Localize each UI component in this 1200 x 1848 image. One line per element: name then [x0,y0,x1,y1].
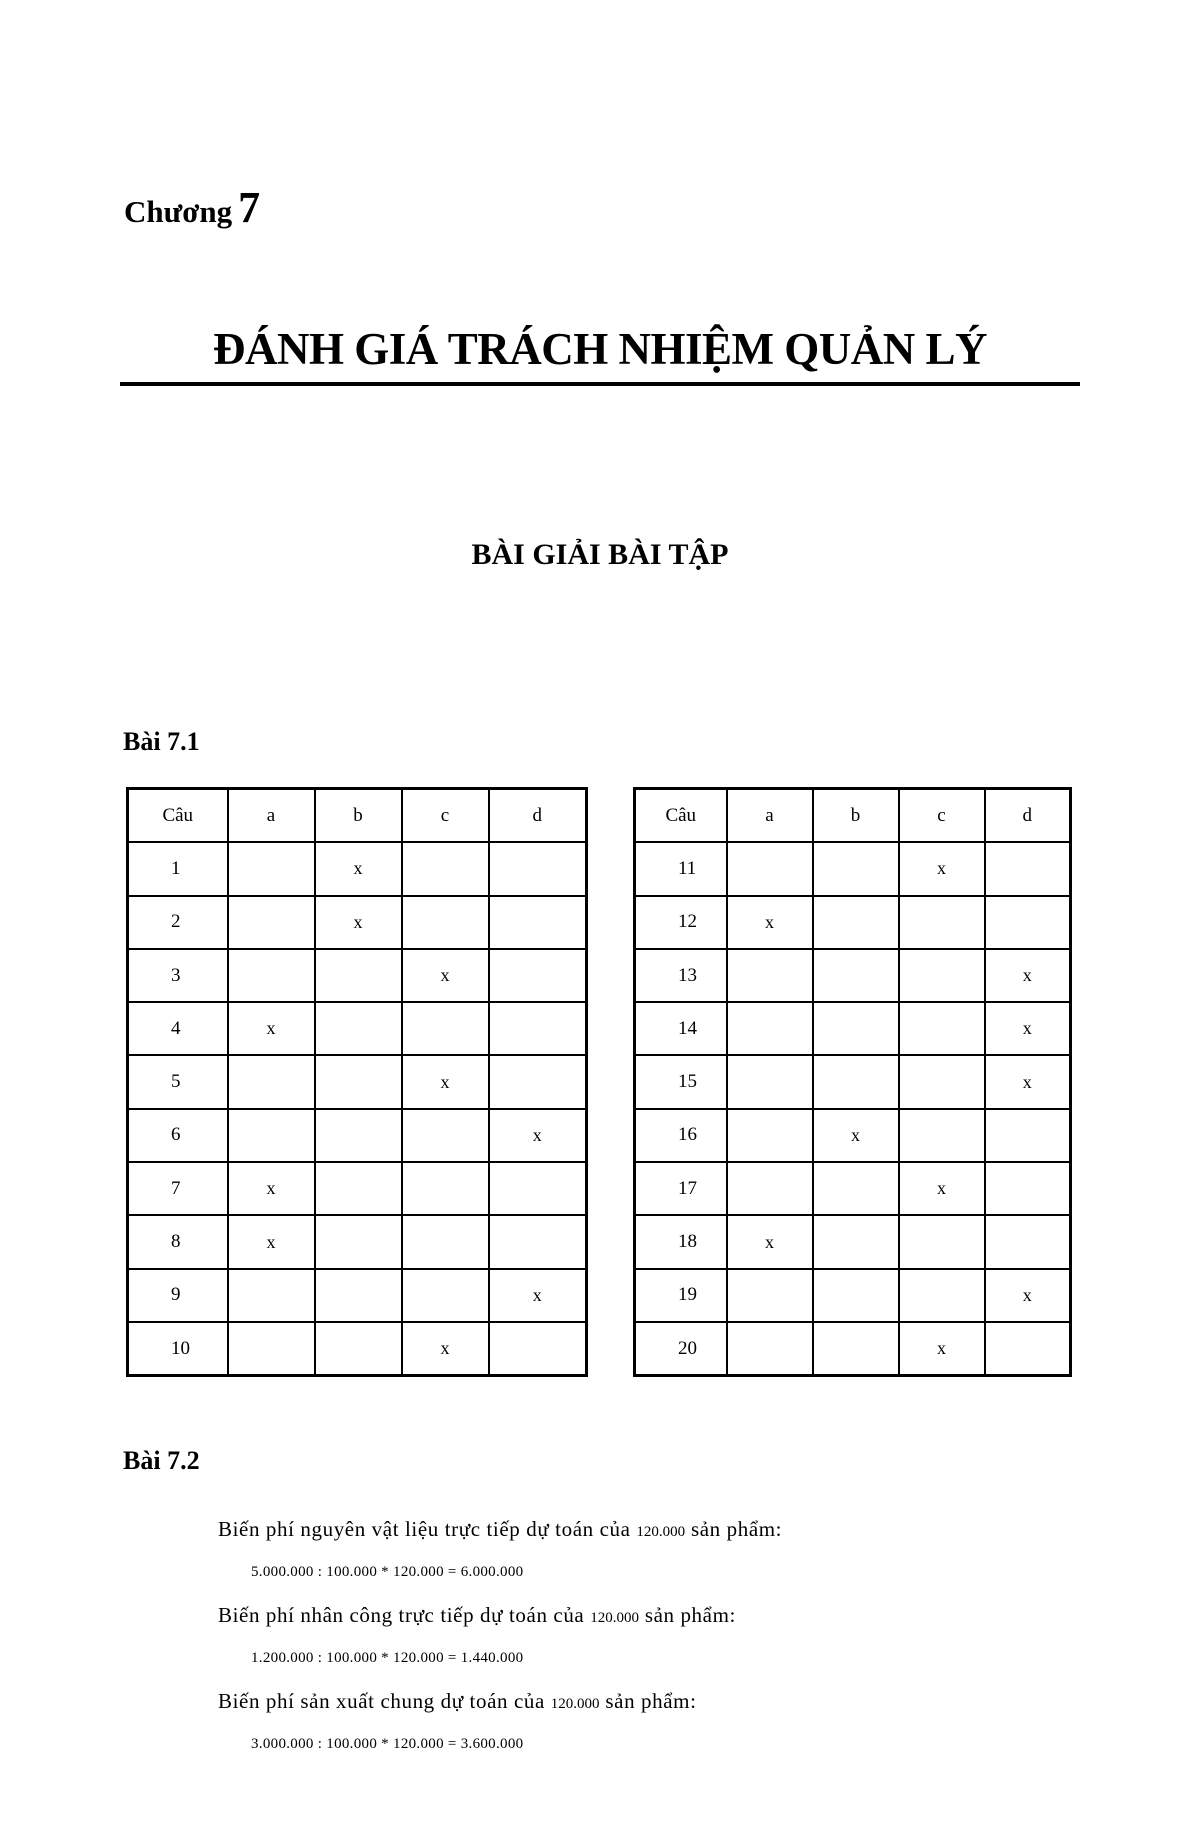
formula-list [218,1508,1118,1766]
table-row [635,1055,1071,1108]
formula-text-before: Biến phí nguyên vật liệu trực tiếp dự toán của [218,1517,631,1541]
answer-cell-c [899,1269,985,1322]
exercise-7-1-heading: Bài 7.1 [123,727,200,756]
answer-cell-c: x [402,1055,489,1108]
answer-table-right [633,787,1072,1377]
answer-cell-b [315,1109,402,1162]
answer-cell-d: x [489,1109,587,1162]
answer-cell-d [985,1215,1071,1268]
table-row [128,1215,587,1268]
answer-cell-a [228,949,315,1002]
answer-cell-c [402,1215,489,1268]
formula-text-after: sản phẩm: [605,1689,697,1713]
question-number-cell: 10 [128,1322,228,1376]
table-header-row [128,789,587,843]
answer-cell-d [489,1002,587,1055]
answer-cell-d [985,1162,1071,1215]
answer-cell-c [899,896,985,949]
answer-cell-a [727,949,813,1002]
answer-cell-d [489,1055,587,1108]
question-number-cell: 12 [635,896,727,949]
formula-description [218,1680,1118,1722]
question-number-cell: 3 [128,949,228,1002]
answer-cell-a: x [727,896,813,949]
table-row [635,1002,1071,1055]
formula-quantity: 120.000 [550,1696,600,1712]
answer-cell-c: x [402,1322,489,1376]
formula-quantity: 120.000 [590,1610,639,1626]
exercise-7-2-heading: Bài 7.2 [123,1446,200,1475]
table-row [635,1215,1071,1268]
formula-calculation: 1.200.000 : 100.000 * 120.000 = 1.440.000 [251,1650,524,1666]
table-row [635,1109,1071,1162]
table-row [128,842,587,895]
answer-cell-a: x [228,1162,315,1215]
answer-cell-c [899,1055,985,1108]
table-row [635,1322,1071,1376]
question-number-cell: 14 [635,1002,727,1055]
page-title: ĐÁNH GIÁ TRÁCH NHIỆM QUẢN LÝ [213,324,987,374]
title-underline [120,382,1080,386]
answer-cell-a [727,1109,813,1162]
table-header-cell: Câu [635,789,727,843]
answer-cell-c [899,1002,985,1055]
answer-cell-c [402,842,489,895]
table-header-cell: b [315,789,402,843]
answer-cell-b [813,1002,899,1055]
answer-cell-b [315,1162,402,1215]
question-number-cell: 9 [128,1269,228,1322]
answer-cell-c [402,1269,489,1322]
formula-quantity: 120.000 [636,1524,686,1540]
answer-cell-a [727,1055,813,1108]
table-header-row [635,789,1071,843]
table-header-cell: b [813,789,899,843]
answer-cell-b [315,1055,402,1108]
answer-cell-b [315,1269,402,1322]
question-number-cell: 13 [635,949,727,1002]
answer-cell-d [489,1215,587,1268]
answer-cell-b [315,1002,402,1055]
table-row [128,1322,587,1376]
question-number-cell: 1 [128,842,228,895]
section-subtitle: BÀI GIẢI BÀI TẬP [471,538,729,571]
answer-cell-a [727,1002,813,1055]
table-header-cell: a [727,789,813,843]
answer-cell-a: x [727,1215,813,1268]
table-header-cell: c [899,789,985,843]
answer-cell-a [228,842,315,895]
answer-cell-c [402,1109,489,1162]
answer-cell-c [402,896,489,949]
answer-cell-d [985,842,1071,895]
answer-cell-b: x [813,1109,899,1162]
answer-cell-a: x [228,1002,315,1055]
answer-cell-b [315,1215,402,1268]
chapter-heading [124,183,261,232]
table-row [128,1109,587,1162]
answer-cell-a [228,896,315,949]
answer-cell-b [315,949,402,1002]
answer-table-left-body [128,789,587,1376]
question-number-cell: 17 [635,1162,727,1215]
question-number-cell: 18 [635,1215,727,1268]
table-row [635,842,1071,895]
answer-cell-a: x [228,1215,315,1268]
answer-cell-b [813,949,899,1002]
question-number-cell: 7 [128,1162,228,1215]
question-number-cell: 4 [128,1002,228,1055]
answer-cell-d [489,1322,587,1376]
table-row [128,1269,587,1322]
question-number-cell: 8 [128,1215,228,1268]
table-row [128,1162,587,1215]
answer-cell-b [813,842,899,895]
answer-cell-d [985,896,1071,949]
answer-cell-c: x [899,1322,985,1376]
answer-cell-b [813,1162,899,1215]
table-header-cell: d [489,789,587,843]
table-row [635,1162,1071,1215]
table-header-cell: Câu [128,789,228,843]
question-number-cell: 11 [635,842,727,895]
formula-description [218,1594,1118,1636]
answer-table-left [126,787,588,1377]
answer-cell-c [899,949,985,1002]
table-row [635,1269,1071,1322]
answer-cell-d [489,896,587,949]
question-number-cell: 5 [128,1055,228,1108]
answer-cell-a [727,1322,813,1376]
answer-cell-a [727,1269,813,1322]
formula-calculation: 5.000.000 : 100.000 * 120.000 = 6.000.000 [251,1564,524,1580]
answer-cell-b [813,1322,899,1376]
table-row [635,949,1071,1002]
answer-cell-a [228,1269,315,1322]
answer-cell-c [899,1215,985,1268]
answer-cell-d [489,842,587,895]
table-header-cell: c [402,789,489,843]
table-row [635,896,1071,949]
table-row [128,949,587,1002]
answer-cell-a [228,1322,315,1376]
answer-cell-b: x [315,842,402,895]
table-header-cell: d [985,789,1071,843]
table-row [128,1002,587,1055]
question-number-cell: 15 [635,1055,727,1108]
question-number-cell: 19 [635,1269,727,1322]
answer-cell-c: x [402,949,489,1002]
answer-cell-d [489,1162,587,1215]
formula-text-before: Biến phí sản xuất chung dự toán của [218,1689,545,1713]
answer-cell-d: x [985,1269,1071,1322]
answer-cell-d: x [985,1002,1071,1055]
answer-cell-b [315,1322,402,1376]
answer-cell-c: x [899,842,985,895]
question-number-cell: 6 [128,1109,228,1162]
answer-cell-a [727,842,813,895]
answer-cell-a [228,1055,315,1108]
formula-text-after: sản phẩm: [644,1603,736,1627]
formula-calculation: 3.000.000 : 100.000 * 120.000 = 3.600.000 [251,1736,524,1752]
answer-cell-d [489,949,587,1002]
answer-cell-b [813,1269,899,1322]
chapter-number: 7 [238,183,261,232]
answer-cell-b: x [315,896,402,949]
table-row [128,1055,587,1108]
formula-text-after: sản phẩm: [690,1517,783,1541]
answer-cell-a [727,1162,813,1215]
answer-cell-c [402,1162,489,1215]
question-number-cell: 2 [128,896,228,949]
question-number-cell: 20 [635,1322,727,1376]
answer-cell-d [985,1322,1071,1376]
answer-cell-c [402,1002,489,1055]
formula-text-before: Biến phí nhân công trực tiếp dự toán của [218,1603,585,1627]
answer-cell-a [228,1109,315,1162]
answer-table-right-body [635,789,1071,1376]
chapter-label: Chương [124,194,233,229]
question-number-cell: 16 [635,1109,727,1162]
table-header-cell: a [228,789,315,843]
table-row [128,896,587,949]
answer-cell-c: x [899,1162,985,1215]
answer-cell-b [813,1055,899,1108]
answer-cell-d: x [489,1269,587,1322]
answer-cell-b [813,1215,899,1268]
formula-description [218,1508,1118,1550]
answer-cell-b [813,896,899,949]
answer-cell-d [985,1109,1071,1162]
answer-cell-c [899,1109,985,1162]
answer-cell-d: x [985,949,1071,1002]
answer-cell-d: x [985,1055,1071,1108]
